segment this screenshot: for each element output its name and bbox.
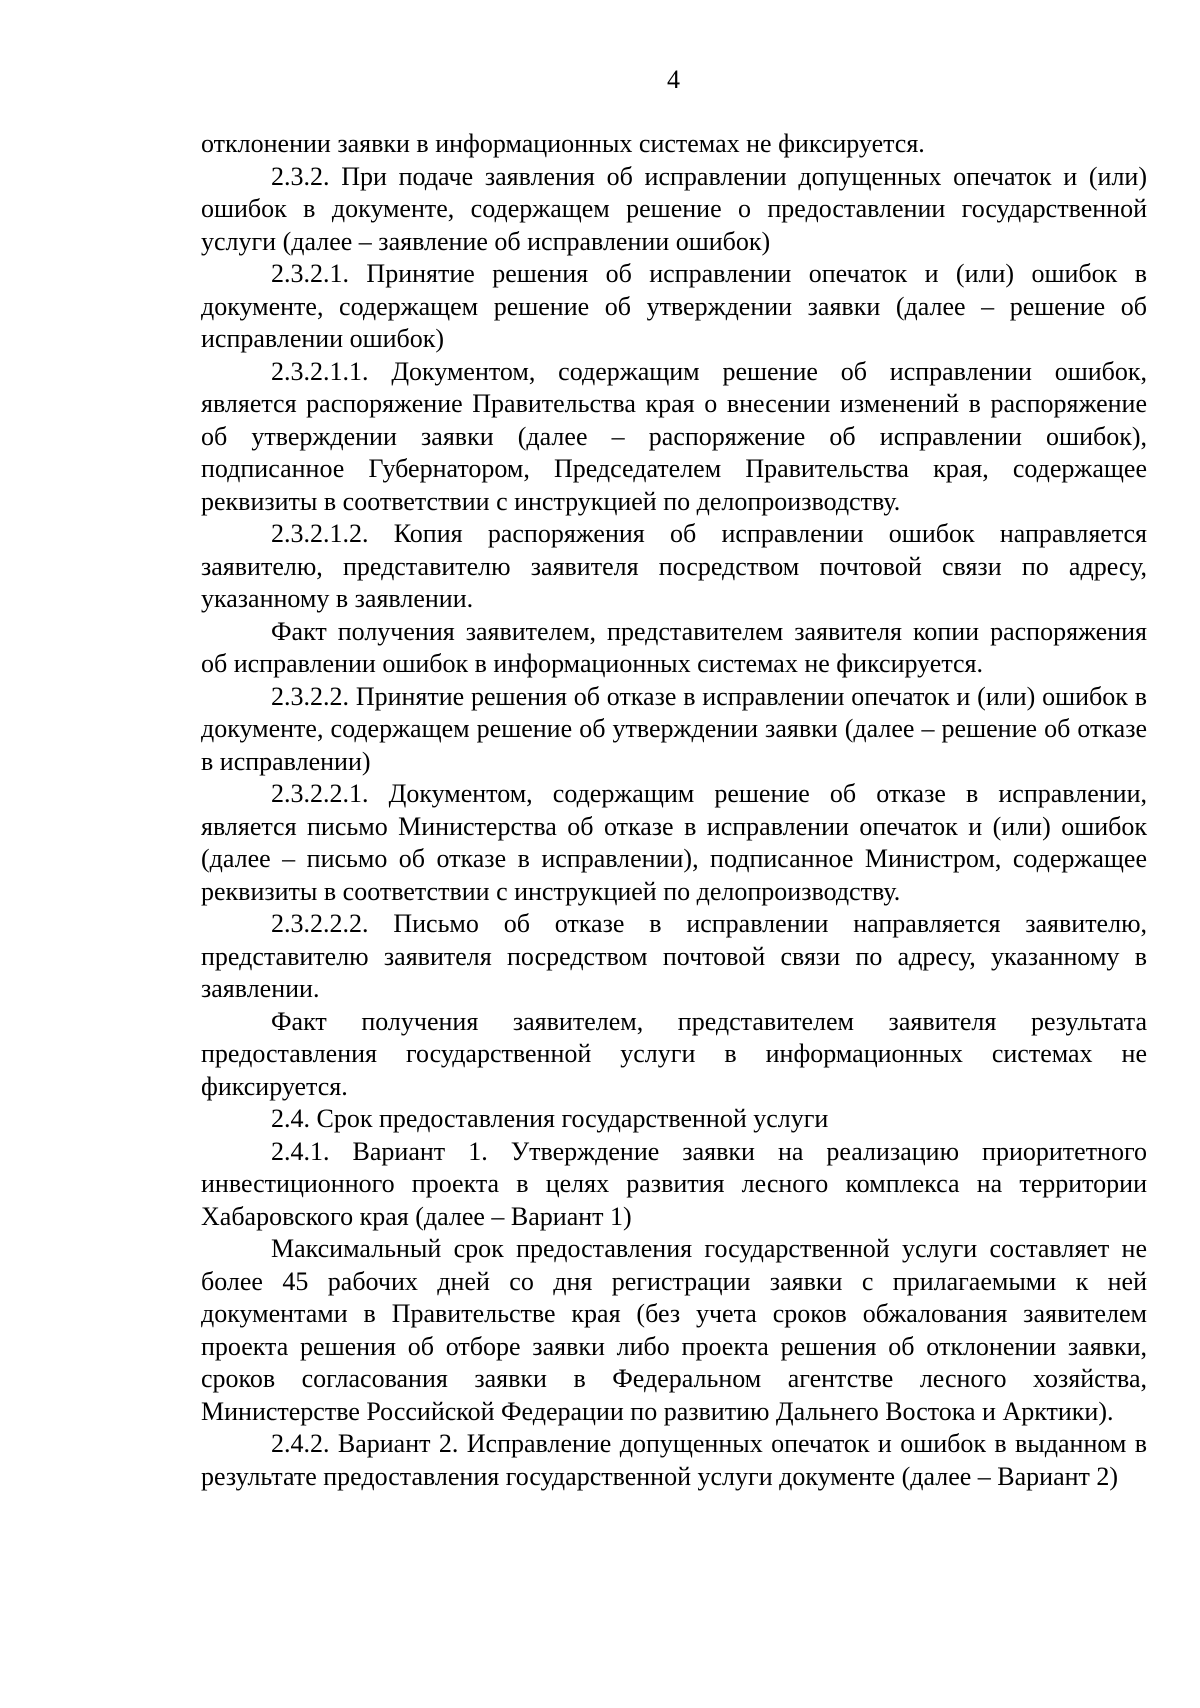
section-heading-2-4: 2.4. Срок предоставления государственной услуги xyxy=(271,1104,829,1133)
paragraph-2-3-2-2: 2.3.2.2. Принятие решения об отказе в исправлении опечаток и (или) ошибок в документе, содержащем решение об утверждении заявки (далее – решение об отказе в исправлении) xyxy=(201,681,1147,776)
paragraph-2-3-2: 2.3.2. При подаче заявления об исправлении допущенных опечаток и (или) ошибок в документе, содержащем решение о предоставлении государственной услуги (далее – заявление об исправлении ошибок) xyxy=(201,161,1147,256)
paragraph-2-3-2-1-1: 2.3.2.1.1. Документом, содержащим решение об исправлении ошибок, является распоряжение Правительства края о внесении изменений в распоряжение об утверждении заявки (далее – распоряжение об исправлении ошибок), подписанное Губернатором, Председателем Правительства края, содержащее реквизиты в соответствии с инструкцией по делопроизводству. xyxy=(201,356,1147,516)
paragraph-2-4-1: 2.4.1. Вариант 1. Утверждение заявки на реализацию приоритетного инвестиционного проекта в целях развития лесного комплекса на территории Хабаровского края (далее – Вариант 1) xyxy=(201,1136,1147,1231)
paragraph-fact-result-not-recorded: Факт получения заявителем, представителем заявителя результата предоставления государственной услуги в информационных системах не фиксируется. xyxy=(201,1006,1147,1101)
paragraph-2-4-2: 2.4.2. Вариант 2. Исправление допущенных опечаток и ошибок в выданном в результате предоставления государственной услуги документе (далее – Вариант 2) xyxy=(201,1429,1147,1491)
paragraph-2-3-2-2-1: 2.3.2.2.1. Документом, содержащим решение об отказе в исправлении, является письмо Министерства об отказе в исправлении опечаток и (или) ошибок (далее – письмо об отказе в исправлении), подписанное Министром, содержащее реквизиты в соответствии с инструкцией по делопроизводству. xyxy=(201,779,1147,906)
paragraph-2-3-2-1-2: 2.3.2.1.2. Копия распоряжения об исправлении ошибок направляется заявителю, представителю заявителя посредством почтовой связи по адресу, указанному в заявлении. xyxy=(201,519,1147,613)
paragraph-max-term: Максимальный срок предоставления государственной услуги составляет не более 45 рабочих дней со дня регистрации заявки с прилагаемыми к ней документами в Правительстве края (без учета сроков обжалования заявителем проекта решения об отборе заявки либо проекта решения об отклонении заявки, сроков согласования заявки в Федеральном агентстве лесного хозяйства, Министерстве Российской Федерации по развитию Дальнего Востока и Арктики). xyxy=(201,1234,1147,1426)
paragraph-continuation: отклонении заявки в информационных системах не фиксируется. xyxy=(201,129,925,158)
paragraph-fact-copy-not-recorded: Факт получения заявителем, представителем заявителя копии распоряжения об исправлении ошибок в информационных системах не фиксируется. xyxy=(201,616,1147,678)
paragraph-2-3-2-2-2: 2.3.2.2.2. Письмо об отказе в исправлении направляется заявителю, представителю заявителя посредством почтовой связи по адресу, указанному в заявлении. xyxy=(201,909,1147,1003)
paragraph-2-3-2-1: 2.3.2.1. Принятие решения об исправлении опечаток и (или) ошибок в документе, содержащем решение об утверждении заявки (далее – решение об исправлении ошибок) xyxy=(201,259,1147,353)
document-body xyxy=(201,128,1147,1493)
page-number: 4 xyxy=(667,65,680,94)
